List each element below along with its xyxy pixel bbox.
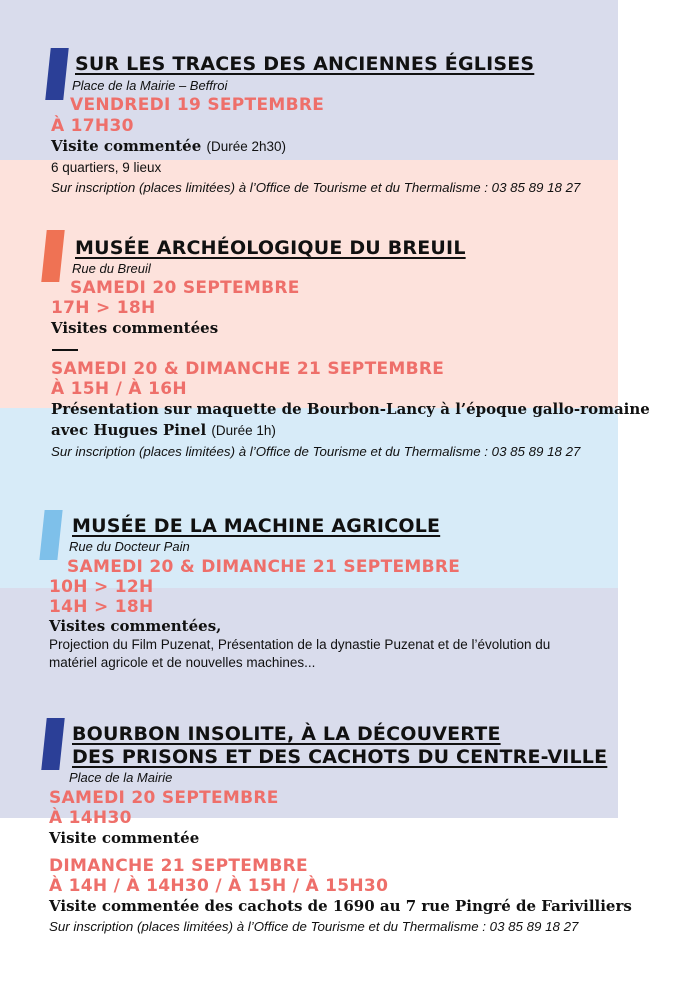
event-title-line2: DES PRISONS ET DES CACHOTS DU CENTRE-VILLE [72,746,608,768]
event-visit-detail: Visite commentée des cachots de 1690 au 7 rue Pingré de Farivilliers [49,897,632,915]
event-visit-label [51,137,286,156]
event-place: Rue du Breuil [72,261,151,276]
event-place: Place de la Mairie [69,770,173,785]
event-date: SAMEDI 20 SEPTEMBRE [49,788,279,808]
event-description-line2: matériel agricole et de nouvelles machines... [49,655,316,670]
presentation-duration: (Durée 1h) [211,423,276,438]
event-detail: 6 quartiers, 9 lieux [51,160,162,175]
visit-label-text: Visite commentée [51,137,202,155]
event-place: Place de la Mairie – Beffroi [72,78,228,93]
visit-duration: (Durée 2h30) [206,139,287,154]
event-title: MUSÉE ARCHÉOLOGIQUE DU BREUIL [75,237,466,259]
event-title-line1: BOURBON INSOLITE, À LA DÉCOUVERTE [72,723,501,745]
event-registration-note: Sur inscription (places limitées) à l’Office de Tourisme et du Thermalisme : 03 85 89 18 27 [51,180,581,195]
event-date: SAMEDI 20 SEPTEMBRE [70,278,300,298]
event-card-anciennes-eglises [0,0,700,195]
event-date: SAMEDI 20 & DIMANCHE 21 SEPTEMBRE [51,359,445,379]
event-time: À 17H30 [51,116,134,136]
event-presentation-line2 [51,421,276,440]
event-visit-label: Visites commentées [51,319,219,337]
event-date: VENDREDI 19 SEPTEMBRE [70,95,325,115]
event-visit-label: Visites commentées, [49,617,222,635]
separator-dash [52,349,78,351]
event-title: MUSÉE DE LA MACHINE AGRICOLE [72,515,441,537]
event-description-line1: Projection du Film Puzenat, Présentation de la dynastie Puzenat et de l’évolution du [49,637,551,652]
event-registration-note: Sur inscription (places limitées) à l’Office de Tourisme et du Thermalisme : 03 85 89 18 27 [49,919,579,934]
event-title: SUR LES TRACES DES ANCIENNES ÉGLISES [75,53,535,75]
event-card-musee-archeologique [0,160,700,459]
event-visit-label: Visite commentée [49,829,200,847]
event-time: 14H > 18H [49,597,154,617]
event-time: À 14H / À 14H30 / À 15H / À 15H30 [49,876,389,896]
event-time: À 14H30 [49,808,132,828]
event-time: 17H > 18H [51,298,156,318]
event-presentation-line1: Présentation sur maquette de Bourbon-Lancy à l’époque gallo-romaine [51,400,650,418]
event-place: Rue du Docteur Pain [69,539,190,554]
presentation-speaker: avec Hugues Pinel [51,421,207,439]
event-time: 10H > 12H [49,577,154,597]
event-registration-note: Sur inscription (places limitées) à l’Office de Tourisme et du Thermalisme : 03 85 89 18 27 [51,444,581,459]
event-date: DIMANCHE 21 SEPTEMBRE [49,856,308,876]
event-date: SAMEDI 20 & DIMANCHE 21 SEPTEMBRE [67,557,461,577]
event-time: À 15H / À 16H [51,379,187,399]
